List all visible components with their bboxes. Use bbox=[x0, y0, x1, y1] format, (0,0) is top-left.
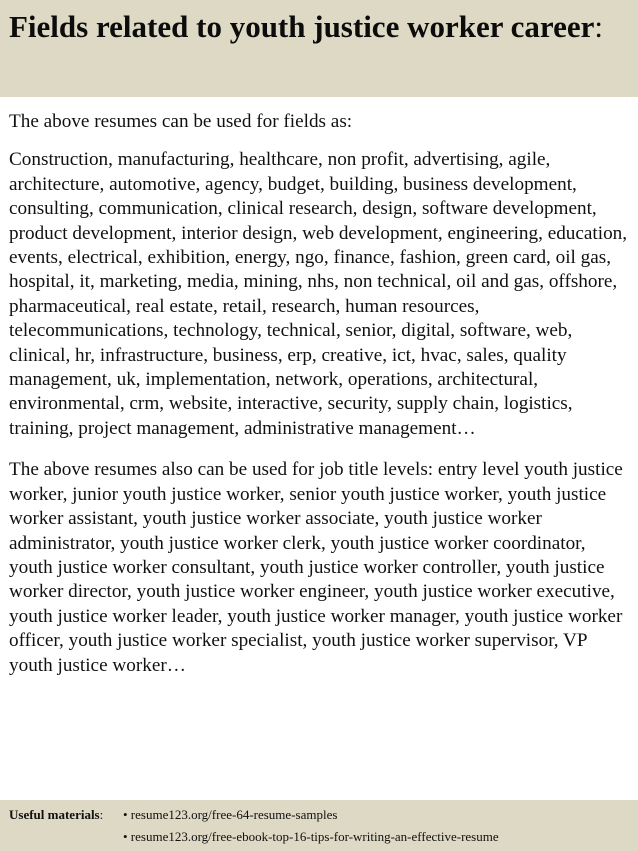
page-title-text: Fields related to youth justice worker career bbox=[9, 9, 595, 44]
useful-materials-label-colon: : bbox=[99, 807, 104, 822]
ebook-tips-link[interactable]: • resume123.org/free-ebook-top-16-tips-for-writing-an-effective-resume bbox=[123, 829, 499, 844]
page-title-colon: : bbox=[594, 9, 604, 44]
header-band bbox=[0, 0, 638, 97]
page-title bbox=[9, 6, 629, 47]
footer-band bbox=[0, 800, 638, 851]
useful-materials-label-text: Useful materials bbox=[9, 807, 100, 822]
main-content bbox=[9, 110, 633, 678]
job-levels-paragraph: The above resumes also can be used for job title levels: entry level youth justice worker, junior youth justice worker, senior youth justice worker, youth justice worker assistant, youth justice worker associate, youth justice worker administrator, youth justice worker clerk, youth justice worker coordinator, youth justice worker consultant, youth justice worker controller, youth justice worker director, youth justice worker engineer, youth justice worker executive, youth justice worker leader, youth justice worker manager, youth justice worker officer, youth justice worker specialist, youth justice worker supervisor, VP youth justice worker… bbox=[9, 459, 623, 676]
fields-paragraph: Construction, manufacturing, healthcare, non profit, advertising, agile, architecture, automotive, agency, budget, building, business development, consulting, communication, clinical research, design, software development, product development, interior design, web development, engineering, education, events, electrical, exhibition, energy, ngo, finance, fashion, green card, oil gas, hospital, it, marketing, media, mining, nhs, non technical, oil and gas, offshore, pharmaceutical, real estate, retail, research, human resources, telecommunications, technology, technical, senior, digital, software, web, clinical, hr, infrastructure, business, erp, creative, ict, hvac, sales, quality management, uk, implementation, network, operations, architectural, environmental, crm, website, interactive, security, supply chain, logistics, training, project management, administrative management… bbox=[9, 149, 628, 439]
intro-paragraph: The above resumes can be used for fields as: bbox=[9, 111, 353, 132]
resume-samples-link[interactable]: • resume123.org/free-64-resume-samples bbox=[123, 807, 338, 822]
useful-materials-label bbox=[9, 807, 103, 823]
